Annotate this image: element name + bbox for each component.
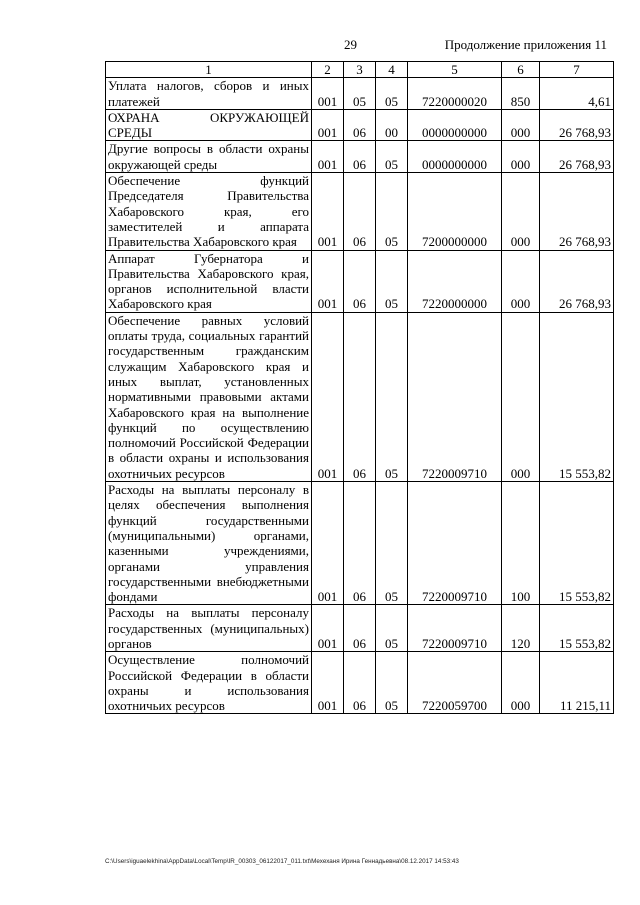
row-expense-type: 850: [502, 78, 540, 110]
col-header-5: 5: [408, 62, 502, 78]
row-subsection: 05: [376, 482, 408, 605]
row-expense-type: 000: [502, 250, 540, 312]
row-name: Осуществление полномочий Российской Федерации в области охраны и использования охотничьих ресурсов: [106, 652, 312, 714]
row-amount: 4,61: [540, 78, 614, 110]
row-subsection: 05: [376, 141, 408, 173]
row-target-article: 0000000000: [408, 109, 502, 141]
header-row: [106, 62, 614, 78]
row-name: Другие вопросы в области охраны окружающей среды: [106, 141, 312, 173]
row-amount: 11 215,11: [540, 652, 614, 714]
row-admin-code: 001: [312, 78, 344, 110]
page-header: [0, 37, 640, 55]
row-section: 06: [344, 482, 376, 605]
row-amount: 15 553,82: [540, 312, 614, 481]
row-expense-type: 000: [502, 141, 540, 173]
col-header-3: 3: [344, 62, 376, 78]
table-row: [106, 250, 614, 312]
row-name: Расходы на выплаты персоналу в целях обеспечения выполнения функций государственными (муниципальными) органами, казенными учреждениями, органами управления государственными внебюджетными фондами: [106, 482, 312, 605]
table-row: [106, 78, 614, 110]
row-admin-code: 001: [312, 482, 344, 605]
row-target-article: 7220009710: [408, 312, 502, 481]
page-number: 29: [344, 37, 357, 52]
row-target-article: 7220009710: [408, 482, 502, 605]
row-admin-code: 001: [312, 605, 344, 652]
row-expense-type: 120: [502, 605, 540, 652]
row-target-article: 7220059700: [408, 652, 502, 714]
budget-table: [105, 61, 614, 714]
table-row: [106, 482, 614, 605]
row-amount: 26 768,93: [540, 173, 614, 250]
row-admin-code: 001: [312, 250, 344, 312]
row-target-article: 0000000000: [408, 141, 502, 173]
col-header-2: 2: [312, 62, 344, 78]
row-section: 05: [344, 78, 376, 110]
row-admin-code: 001: [312, 109, 344, 141]
table-row: [106, 173, 614, 250]
row-name: Уплата налогов, сборов и иных платежей: [106, 78, 312, 110]
row-section: 06: [344, 109, 376, 141]
col-header-6: 6: [502, 62, 540, 78]
row-admin-code: 001: [312, 312, 344, 481]
row-subsection: 00: [376, 109, 408, 141]
row-admin-code: 001: [312, 652, 344, 714]
row-amount: 26 768,93: [540, 250, 614, 312]
row-expense-type: 000: [502, 652, 540, 714]
row-expense-type: 000: [502, 312, 540, 481]
col-header-4: 4: [376, 62, 408, 78]
row-subsection: 05: [376, 605, 408, 652]
row-amount: 26 768,93: [540, 109, 614, 141]
row-amount: 15 553,82: [540, 605, 614, 652]
row-section: 06: [344, 312, 376, 481]
row-amount: 15 553,82: [540, 482, 614, 605]
row-admin-code: 001: [312, 173, 344, 250]
row-expense-type: 000: [502, 109, 540, 141]
row-name: Обеспечение функций Председателя Правительства Хабаровского края, его заместителей и аппарата Правительства Хабаровского края: [106, 173, 312, 250]
table-row: [106, 652, 614, 714]
row-target-article: 7200000000: [408, 173, 502, 250]
row-subsection: 05: [376, 652, 408, 714]
row-target-article: 7220000000: [408, 250, 502, 312]
row-subsection: 05: [376, 173, 408, 250]
continuation-label: Продолжение приложения 11: [444, 37, 607, 52]
row-subsection: 05: [376, 78, 408, 110]
row-name: Расходы на выплаты персоналу государственных (муниципальных) органов: [106, 605, 312, 652]
row-section: 06: [344, 652, 376, 714]
col-header-7: 7: [540, 62, 614, 78]
row-target-article: 7220000020: [408, 78, 502, 110]
row-section: 06: [344, 141, 376, 173]
row-section: 06: [344, 605, 376, 652]
file-path-footer: C:\Users\iguaelekhina\AppData\Local\Temp\IR_00303_06122017_011.txt\Мехеханя Ирина Геннадьевна\08.12.2017 14:53:43: [105, 858, 459, 865]
row-section: 06: [344, 250, 376, 312]
table-row: [106, 605, 614, 652]
table-row: [106, 312, 614, 481]
row-subsection: 05: [376, 312, 408, 481]
row-name: ОХРАНА ОКРУЖАЮЩЕЙ СРЕДЫ: [106, 109, 312, 141]
table-row: [106, 141, 614, 173]
row-target-article: 7220009710: [408, 605, 502, 652]
row-amount: 26 768,93: [540, 141, 614, 173]
row-name: Обеспечение равных условий оплаты труда, социальных гарантий государственным гражданским служащим Хабаровского края и иных выплат, установленных нормативными правовыми актами Хабаровского края на выполнение функций по осуществлению полномочий Российской Федерации в области охраны и использования охотничьих ресурсов: [106, 312, 312, 481]
row-expense-type: 000: [502, 173, 540, 250]
row-subsection: 05: [376, 250, 408, 312]
row-admin-code: 001: [312, 141, 344, 173]
table-row: [106, 109, 614, 141]
row-section: 06: [344, 173, 376, 250]
col-header-1: 1: [106, 62, 312, 78]
row-expense-type: 100: [502, 482, 540, 605]
row-name: Аппарат Губернатора и Правительства Хабаровского края, органов исполнительной власти Хабаровского края: [106, 250, 312, 312]
